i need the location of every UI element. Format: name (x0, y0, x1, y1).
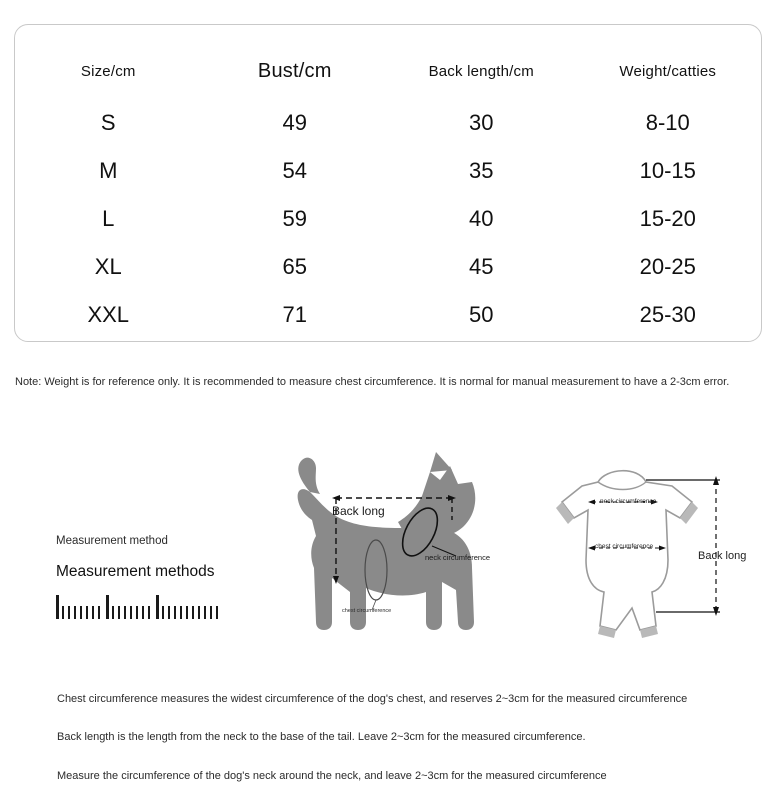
table-row (15, 147, 761, 195)
garment-chest-label: chest circumference (595, 543, 654, 550)
cell-size: S (100, 110, 116, 135)
cell-size: M (99, 158, 118, 183)
table-row (15, 291, 761, 339)
dog-chest-label: chest circumference (342, 608, 392, 614)
cell-weight: 20-25 (639, 254, 696, 279)
header-size: Size/cm (80, 63, 136, 80)
table-row (15, 243, 761, 291)
cell-bust: 49 (282, 110, 307, 135)
garment-neck-label: neck circumference (600, 498, 657, 505)
cell-bust: 59 (282, 206, 307, 231)
measurement-method-block (56, 535, 271, 619)
dog-neck-label: neck circumference (425, 553, 491, 562)
garment-diagram (520, 440, 760, 650)
header-back-length: Back length/cm (428, 63, 534, 80)
cell-bust: 65 (282, 254, 307, 279)
cell-back-length: 45 (469, 254, 494, 279)
cell-size: L (102, 206, 115, 231)
measurement-method-small-title: Measurement method (56, 535, 168, 547)
table-row (15, 99, 761, 147)
cell-back-length: 40 (469, 206, 494, 231)
cell-size: XXL (87, 302, 130, 327)
table-row (15, 195, 761, 243)
size-chart-card (14, 24, 762, 342)
cell-back-length: 35 (469, 158, 494, 183)
note-chest: Chest circumference measures the widest circumference of the dog's chest, and reserves 2~3cm for the measured circumference (57, 693, 688, 705)
cell-back-length: 30 (469, 110, 494, 135)
ruler-icon (56, 593, 221, 619)
cell-weight: 10-15 (639, 158, 696, 183)
cell-weight: 25-30 (639, 302, 696, 327)
cell-bust: 54 (282, 158, 307, 183)
cell-back-length: 50 (469, 302, 494, 327)
reference-note: Note: Weight is for reference only. It is recommended to measure chest circumference. It is normal for manual measurement to have a 2-3cm error. (15, 376, 730, 388)
dog-diagram (280, 450, 500, 650)
size-chart-table (15, 25, 761, 339)
garment-back-long-label: Back long (698, 550, 747, 562)
cell-bust: 71 (282, 302, 307, 327)
measurement-method-title: Measurement methods (56, 563, 215, 580)
cell-weight: 8-10 (645, 110, 690, 135)
note-neck: Measure the circumference of the dog's neck around the neck, and leave 2~3cm for the measured circumference (57, 769, 607, 782)
illustration-area (0, 440, 776, 670)
note-back-length: Back length is the length from the neck to the base of the tail. Leave 2~3cm for the measured circumference. (57, 731, 586, 744)
dog-back-long-label: Back long (332, 504, 385, 518)
header-weight: Weight/catties (619, 63, 717, 80)
cell-size: XL (94, 254, 122, 279)
dog-silhouette-icon (280, 450, 500, 650)
table-header-row (15, 25, 761, 99)
instruction-notes (57, 692, 757, 807)
header-bust: Bust/cm (257, 60, 332, 82)
cell-weight: 15-20 (639, 206, 696, 231)
